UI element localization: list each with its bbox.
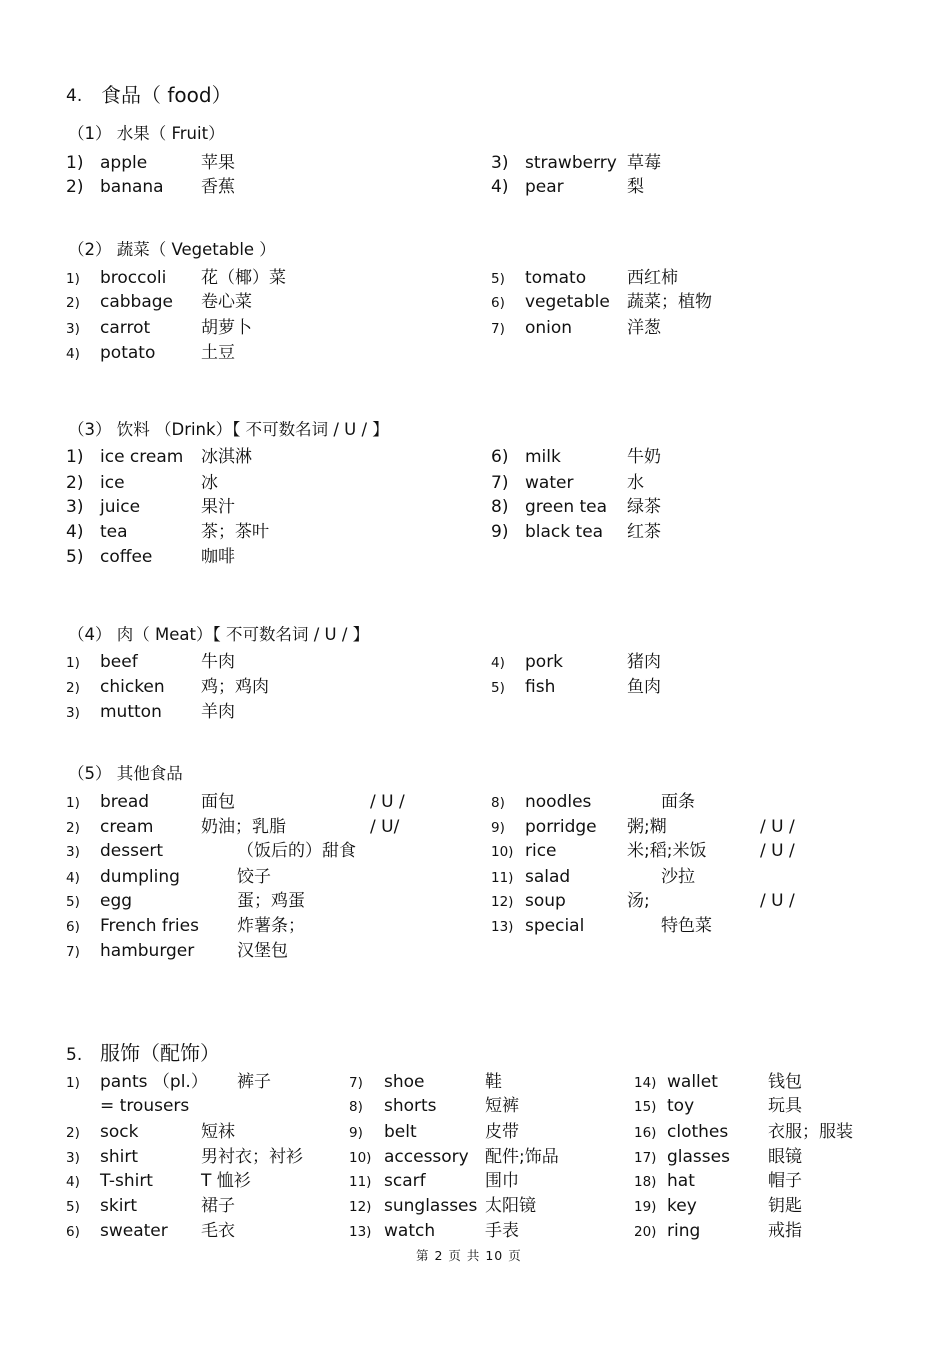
item-chinese: 面包: [201, 792, 235, 812]
item-number: 8): [491, 497, 509, 517]
item-chinese: 冰淇淋: [201, 447, 252, 467]
item-number: 16): [634, 1125, 657, 1141]
item-number: 8): [491, 795, 505, 811]
item-number: 1): [66, 271, 80, 287]
item-number: 14): [634, 1075, 657, 1091]
page-footer: 第 2 页 共 10 页: [416, 1248, 522, 1263]
item-english: beef: [100, 652, 138, 672]
item-number: 12): [349, 1199, 372, 1215]
item-number: 2): [66, 473, 84, 493]
item-number: 4): [66, 346, 80, 362]
item-chinese: 鸡；鸡肉: [201, 677, 269, 697]
item-english: green tea: [525, 497, 608, 517]
item-number: 5): [491, 680, 505, 696]
item-chinese: 咖啡: [201, 547, 235, 567]
item-english: rice: [525, 841, 557, 861]
uncountable-tag: / U/: [370, 817, 400, 837]
item-chinese: 蔬菜；植物: [627, 292, 712, 312]
uncountable-tag: / U /: [370, 792, 405, 812]
item-number: 13): [491, 919, 514, 935]
item-english: shoe: [384, 1072, 425, 1092]
item-english: accessory: [384, 1147, 469, 1167]
uncountable-tag: / U /: [760, 841, 795, 861]
item-number: 9): [349, 1125, 363, 1141]
item-number: 8): [349, 1099, 363, 1115]
item-english: bread: [100, 792, 150, 812]
item-number: 13): [349, 1224, 372, 1240]
item-number: 1): [66, 795, 80, 811]
item-chinese: 戒指: [768, 1221, 802, 1241]
item-chinese: 洋葱: [627, 318, 661, 338]
item-chinese: 毛衣: [201, 1221, 235, 1241]
item-chinese: 梨: [627, 177, 644, 197]
item-number: 10): [349, 1150, 372, 1166]
item-number: 20): [634, 1224, 657, 1240]
item-chinese: 汤;: [627, 891, 650, 911]
item-english: pork: [525, 652, 564, 672]
item-english: apple: [100, 153, 148, 173]
item-english: shorts: [384, 1096, 437, 1116]
item-english: toy: [667, 1096, 695, 1116]
item-english: coffee: [100, 547, 153, 567]
item-english: black tea: [525, 522, 604, 542]
item-english: key: [667, 1196, 697, 1216]
item-english: onion: [525, 318, 573, 338]
item-number: 7): [66, 944, 80, 960]
item-number: 12): [491, 894, 514, 910]
item-english: broccoli: [100, 268, 167, 288]
item-number: 9): [491, 820, 505, 836]
item-number: 6): [491, 447, 509, 467]
item-english: vegetable: [525, 292, 610, 312]
item-number: 4): [491, 177, 509, 197]
item-number: 3): [491, 153, 509, 173]
item-chinese: 苹果: [201, 153, 235, 173]
item-chinese: 衣服；服装: [768, 1122, 853, 1142]
item-chinese: 皮带: [485, 1122, 519, 1142]
item-english: dumpling: [100, 867, 180, 887]
item-chinese: 汉堡包: [237, 941, 288, 961]
item-chinese: 红茶: [627, 522, 661, 542]
item-number: 1): [66, 655, 80, 671]
item-chinese: 鞋: [485, 1072, 502, 1092]
item-chinese: 钥匙: [768, 1196, 802, 1216]
item-english: hat: [667, 1171, 695, 1191]
section-5-number: 5.: [66, 1045, 83, 1065]
item-english: wallet: [667, 1072, 718, 1092]
item-english: tomato: [525, 268, 587, 288]
item-chinese: 卷心菜: [201, 292, 252, 312]
item-chinese: 茶；茶叶: [201, 522, 269, 542]
item-chinese: （饭后的）甜食: [237, 841, 356, 861]
item-chinese: 绿茶: [627, 497, 661, 517]
item-chinese: 配件;饰品: [485, 1147, 559, 1167]
item-number: 5): [66, 894, 80, 910]
item-number: 7): [491, 321, 505, 337]
item-chinese: 草莓: [627, 153, 661, 173]
item-chinese: 炸薯条；: [237, 916, 305, 936]
meat-heading: （4） 肉（ Meat）【 不可数名词 / U / 】: [68, 625, 370, 644]
item-chinese: 裙子: [201, 1196, 235, 1216]
item-number: 9): [491, 522, 509, 542]
item-number: 3): [66, 844, 80, 860]
item-english: ice cream: [100, 447, 184, 467]
item-number: 15): [634, 1099, 657, 1115]
item-english: = trousers: [100, 1096, 190, 1116]
section-5-title: 服饰（配饰）: [100, 1041, 220, 1065]
item-chinese: 奶油；乳脂: [201, 817, 286, 837]
item-number: 6): [66, 919, 80, 935]
item-chinese: 蛋；鸡蛋: [237, 891, 305, 911]
item-english: T-shirt: [100, 1171, 153, 1191]
drink-heading: （3） 饮料 （Drink）【 不可数名词 / U / 】: [68, 420, 389, 439]
item-number: 11): [349, 1174, 372, 1190]
item-chinese: 沙拉: [661, 867, 695, 887]
item-chinese: 玩具: [768, 1096, 802, 1116]
item-number: 17): [634, 1150, 657, 1166]
item-number: 4): [66, 1174, 80, 1190]
item-english: belt: [384, 1122, 417, 1142]
item-english: scarf: [384, 1171, 426, 1191]
item-number: 4): [66, 522, 84, 542]
item-english: ring: [667, 1221, 701, 1241]
uncountable-tag: / U /: [760, 891, 795, 911]
item-chinese: 米;稻;米饭: [627, 841, 707, 861]
item-number: 4): [66, 870, 80, 886]
item-number: 1): [66, 1075, 80, 1091]
item-english: fish: [525, 677, 556, 697]
item-english: chicken: [100, 677, 165, 697]
item-english: clothes: [667, 1122, 729, 1142]
item-chinese: 鱼肉: [627, 677, 661, 697]
item-chinese: 土豆: [201, 343, 235, 363]
item-chinese: 裤子: [237, 1072, 271, 1092]
item-number: 7): [349, 1075, 363, 1091]
item-chinese: 短裤: [485, 1096, 519, 1116]
item-english: cabbage: [100, 292, 174, 312]
item-english: carrot: [100, 318, 151, 338]
item-chinese: 钱包: [768, 1072, 802, 1092]
item-english: water: [525, 473, 574, 493]
item-number: 3): [66, 321, 80, 337]
item-english: potato: [100, 343, 156, 363]
item-chinese: 眼镜: [768, 1147, 802, 1167]
item-number: 3): [66, 497, 84, 517]
item-number: 3): [66, 705, 80, 721]
vegetable-heading: （2） 蔬菜（ Vegetable ）: [68, 240, 276, 259]
item-number: 18): [634, 1174, 657, 1190]
item-english: tea: [100, 522, 128, 542]
item-chinese: 手表: [485, 1221, 519, 1241]
item-english: soup: [525, 891, 566, 911]
item-number: 2): [66, 820, 80, 836]
item-english: sunglasses: [384, 1196, 478, 1216]
item-english: pants （pl.）: [100, 1072, 208, 1092]
item-chinese: 面条: [661, 792, 695, 812]
item-number: 1): [66, 447, 84, 467]
fruit-heading: （1） 水果（ Fruit）: [68, 124, 225, 143]
item-chinese: 花（椰）菜: [201, 268, 286, 288]
item-number: 19): [634, 1199, 657, 1215]
item-number: 6): [491, 295, 505, 311]
item-number: 2): [66, 295, 80, 311]
item-chinese: 胡萝卜: [201, 318, 252, 338]
item-chinese: T 恤衫: [201, 1171, 251, 1191]
item-english: cream: [100, 817, 154, 837]
item-english: shirt: [100, 1147, 139, 1167]
item-chinese: 果汁: [201, 497, 235, 517]
item-chinese: 男衬衣；衬衫: [201, 1147, 303, 1167]
item-number: 1): [66, 153, 84, 173]
item-chinese: 香蕉: [201, 177, 235, 197]
item-english: glasses: [667, 1147, 730, 1167]
item-english: banana: [100, 177, 164, 197]
item-number: 11): [491, 870, 514, 886]
item-english: ice: [100, 473, 125, 493]
item-english: egg: [100, 891, 133, 911]
item-chinese: 帽子: [768, 1171, 802, 1191]
item-number: 5): [491, 271, 505, 287]
item-english: porridge: [525, 817, 597, 837]
item-english: sock: [100, 1122, 139, 1142]
item-english: skirt: [100, 1196, 138, 1216]
item-english: watch: [384, 1221, 436, 1241]
item-chinese: 饺子: [237, 867, 271, 887]
item-english: salad: [525, 867, 571, 887]
item-chinese: 水: [627, 473, 644, 493]
section-4-title: 食品（ food）: [101, 83, 232, 107]
item-english: French fries: [100, 916, 199, 936]
uncountable-tag: / U /: [760, 817, 795, 837]
other-food-heading: （5） 其他食品: [68, 764, 183, 783]
item-chinese: 猪肉: [627, 652, 661, 672]
item-english: milk: [525, 447, 561, 467]
item-chinese: 牛奶: [627, 447, 661, 467]
item-chinese: 特色菜: [661, 916, 712, 936]
item-number: 6): [66, 1224, 80, 1240]
item-number: 4): [491, 655, 505, 671]
item-english: strawberry: [525, 153, 617, 173]
item-number: 2): [66, 1125, 80, 1141]
item-english: hamburger: [100, 941, 195, 961]
item-english: dessert: [100, 841, 164, 861]
item-chinese: 围巾: [485, 1171, 519, 1191]
item-chinese: 短袜: [201, 1122, 235, 1142]
item-number: 3): [66, 1150, 80, 1166]
section-4-number: 4.: [66, 86, 83, 106]
item-number: 7): [491, 473, 509, 493]
item-chinese: 太阳镜: [485, 1196, 536, 1216]
item-english: mutton: [100, 702, 162, 722]
item-chinese: 西红柿: [627, 268, 678, 288]
item-english: pear: [525, 177, 564, 197]
item-english: special: [525, 916, 585, 936]
item-english: juice: [100, 497, 141, 517]
item-english: noodles: [525, 792, 592, 812]
item-chinese: 羊肉: [201, 702, 235, 722]
item-chinese: 冰: [201, 473, 218, 493]
item-chinese: 粥;糊: [627, 817, 667, 837]
item-number: 5): [66, 547, 84, 567]
item-english: sweater: [100, 1221, 168, 1241]
item-number: 2): [66, 680, 80, 696]
item-number: 10): [491, 844, 514, 860]
item-chinese: 牛肉: [201, 652, 235, 672]
item-number: 2): [66, 177, 84, 197]
item-number: 5): [66, 1199, 80, 1215]
